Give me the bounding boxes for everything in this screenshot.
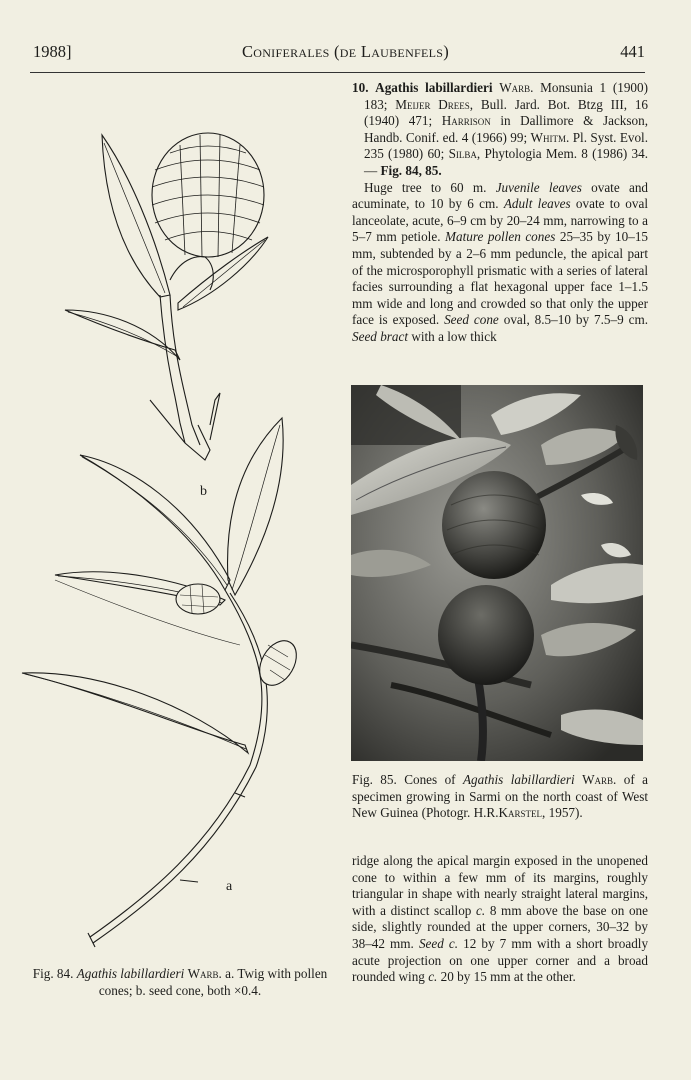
citation-author: Meijer Drees, (395, 96, 474, 112)
citation: Bull. Jard. Bot. Btzg III, 16 (1940) 471; (364, 96, 649, 129)
nomenclature-block (352, 80, 648, 180)
term-pollen-cones: Mature pollen cones (445, 229, 556, 245)
description-paragraph (352, 180, 648, 346)
citation-author: Silba, (448, 146, 481, 162)
entry-number: 10. (352, 80, 369, 95)
fig84-author: Warb. (187, 966, 222, 981)
fig84-text: a. Twig with pollen cones; b. seed cone, both ×0.4. (98, 966, 328, 998)
page-number: 441 (620, 42, 645, 61)
term-seed-cone: Seed cone (444, 312, 499, 328)
text-seed-cone: oval, 8.5–10 by 7.5–9 cm. (503, 312, 648, 328)
term-seed-bract: Seed bract (352, 328, 409, 344)
figure-85-caption (352, 772, 648, 822)
fig85-photographer: Karstel, (498, 805, 546, 821)
seed-cone-drawing (65, 133, 268, 460)
figure-reference: Fig. 84, 85. (380, 162, 442, 178)
citation-author: Whitm. (530, 129, 570, 145)
fig85-year: 1957). (548, 805, 583, 821)
citation: in Dallimore & Jackson, Handb. Conif. ed. 4 (1966) 99; (364, 113, 649, 145)
text-juvenile-leaves: ovate and acuminate, to 10 by 6 cm. (352, 179, 649, 212)
circa-mark: c. (428, 969, 438, 985)
species-entry (352, 80, 648, 346)
continuation-text: ridge along the apical margin exposed in the unopened cone to within a few mm of its margins, roughly triangular in shape with nearly straight lateral margins, with a distinct scallop (352, 853, 648, 918)
citation: Phytologia Mem. 8 (1986) 34. — (364, 146, 649, 178)
term-adult-leaves: Adult leaves (503, 196, 571, 212)
fig84-label: Fig. 84. (32, 966, 74, 981)
botanical-illustration (20, 125, 320, 955)
entry-name: Agathis labillardieri (375, 80, 493, 95)
continuation-text: 12 by 7 mm with a short broadly acute projection on one upper corner and a broad rounded wing (352, 935, 649, 985)
description-continuation (352, 853, 648, 986)
text-adult-leaves: ovate to oval lanceolate, acute, 6–9 cm by 20–24 mm, narrowing to a 5–7 mm petiole. (352, 196, 648, 245)
fig85-label: Fig. 85. Cones of (352, 772, 456, 787)
term-juvenile-leaves: Juvenile leaves (495, 179, 582, 195)
circa-mark: c. (448, 935, 459, 951)
fig85-species: Agathis labillardieri (462, 772, 575, 787)
header-rule (30, 72, 645, 73)
text-pollen-cones: 25–35 by 10–15 mm, subtended by a 2–6 mm peduncle, the apical part of the microsporophyll prismatic with a series of lateral facies surrounding a flat hexagonal upper face 1–1.5 mm wide and long and crowded so that only the upper face is exposed. (352, 229, 649, 328)
fig84-species: Agathis labillardieri (76, 966, 185, 981)
pollen-cone-twig-drawing (22, 418, 304, 947)
page-header-year: 1988] (33, 42, 72, 61)
term-seed: Seed (418, 935, 444, 951)
fig85-author: Warb. (582, 772, 617, 787)
label-b: b (200, 484, 207, 499)
continuation-text: 20 by 15 mm at the other. (440, 969, 576, 985)
label-a: a (226, 879, 233, 894)
continuation-text: 8 mm above the base on one side, slightly rounded at the upper corners, 30–32 by 38–42 mm. (352, 902, 649, 951)
citation: Pl. Syst. Evol. 235 (1980) 60; (364, 129, 649, 162)
figure-84-caption (30, 966, 330, 999)
running-title: Coniferales (de Laubenfels) (241, 42, 450, 61)
citation: Monsunia 1 (1900) 183; (364, 80, 648, 112)
description-intro: Huge tree to 60 m. (364, 179, 487, 195)
fig85-text: of a specimen growing in Sarmi on the north coast of West New Guinea (Photogr. H.R. (352, 772, 649, 821)
cone-photograph (351, 385, 643, 761)
text-seed-bract: with a low thick (411, 328, 497, 344)
citation-author: Harrison (441, 113, 491, 129)
entry-author: Warb. (499, 80, 534, 95)
circa-mark: c. (476, 902, 486, 918)
